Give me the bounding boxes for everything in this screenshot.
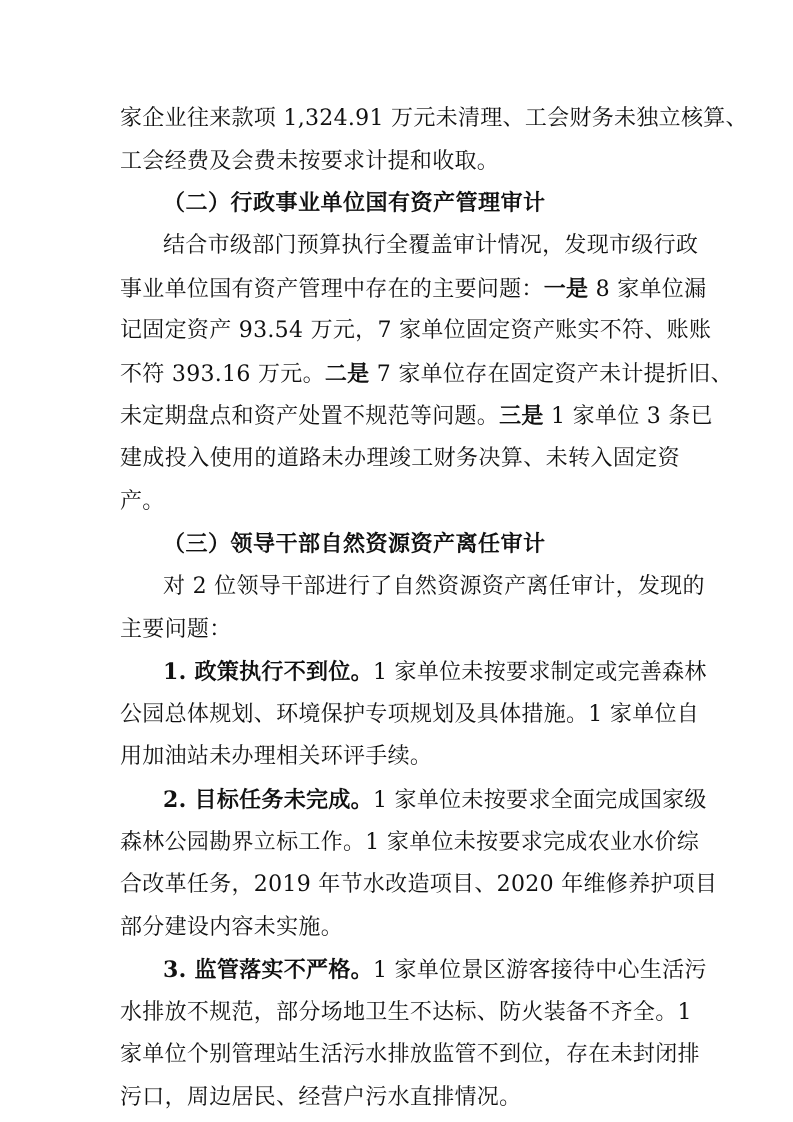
paragraph-line (120, 273, 707, 306)
paragraph-line: 结合市级部门预算执行全覆盖审计情况，发现市级行政 (163, 233, 699, 258)
text-run: 8 家单位漏 (588, 277, 707, 302)
paragraph-line (120, 400, 713, 433)
paragraph-line (120, 358, 733, 391)
paragraph-line: 建成投入使用的道路未办理竣工财务决算、未转入固定资 (120, 446, 680, 471)
emphasis-text: 二是 (324, 361, 370, 387)
text-run: 7 家单位存在固定资产未计提折旧、 (369, 362, 733, 387)
paragraph-line: 记固定资产 93.54 万元，7 家单位固定资产账实不符、账账 (120, 318, 712, 343)
item-title: 1. 政策执行不到位。 (163, 659, 373, 685)
list-item-line: 合改革任务，2019 年节水改造项目、2020 年维修养护项目 (120, 872, 718, 897)
list-item-line: 公园总体规划、环境保护专项规划及具体措施。1 家单位自 (120, 702, 700, 727)
list-item-line: 污口，周边居民、经营户污水直排情况。 (120, 1085, 522, 1110)
emphasis-text: 三是 (499, 403, 544, 429)
text-run: 未定期盘点和资产处置不规范等问题。 (120, 404, 500, 429)
paragraph-line: 家企业往来款项 1,324.91 万元未清理、工会财务未独立核算、 (120, 106, 748, 131)
list-item-line (163, 784, 707, 817)
section-heading: （三）领导干部自然资源资产离任审计 (163, 531, 546, 557)
emphasis-text: 一是 (543, 276, 589, 302)
section-heading: （二）行政事业单位国有资产管理审计 (163, 190, 546, 216)
text-run: 1 家单位未按要求制定或完善森林 (372, 660, 707, 685)
item-title: 3. 监管落实不严格。 (163, 957, 373, 983)
list-item-line: 森林公园勘界立标工作。1 家单位未按要求完成农业水价综 (120, 830, 700, 855)
list-item-line (163, 954, 707, 987)
item-title: 2. 目标任务未完成。 (163, 787, 373, 813)
text-run: 1 家单位 3 条已 (543, 404, 713, 429)
list-item-line: 家单位个别管理站生活污水排放监管不到位，存在未封闭排 (120, 1042, 700, 1067)
text-run: 1 家单位未按要求全面完成国家级 (372, 788, 707, 813)
text-run: 1 家单位景区游客接待中心生活污 (372, 958, 707, 983)
text-run: 事业单位国有资产管理中存在的主要问题： (120, 277, 544, 302)
text-run: 不符 393.16 万元。 (120, 362, 325, 387)
list-item-line (163, 656, 707, 689)
list-item-line: 部分建设内容未实施。 (120, 915, 344, 940)
list-item-line: 用加油站未办理相关环评手续。 (120, 744, 433, 769)
paragraph-line: 对 2 位领导干部进行了自然资源资产离任审计，发现的 (163, 574, 705, 599)
paragraph-line: 主要问题： (120, 617, 232, 642)
list-item-line: 水排放不规范，部分场地卫生不达标、防火装备不齐全。1 (120, 1000, 692, 1025)
paragraph-line: 工会经费及会费未按要求计提和收取。 (120, 149, 500, 174)
paragraph-line: 产。 (120, 489, 165, 514)
